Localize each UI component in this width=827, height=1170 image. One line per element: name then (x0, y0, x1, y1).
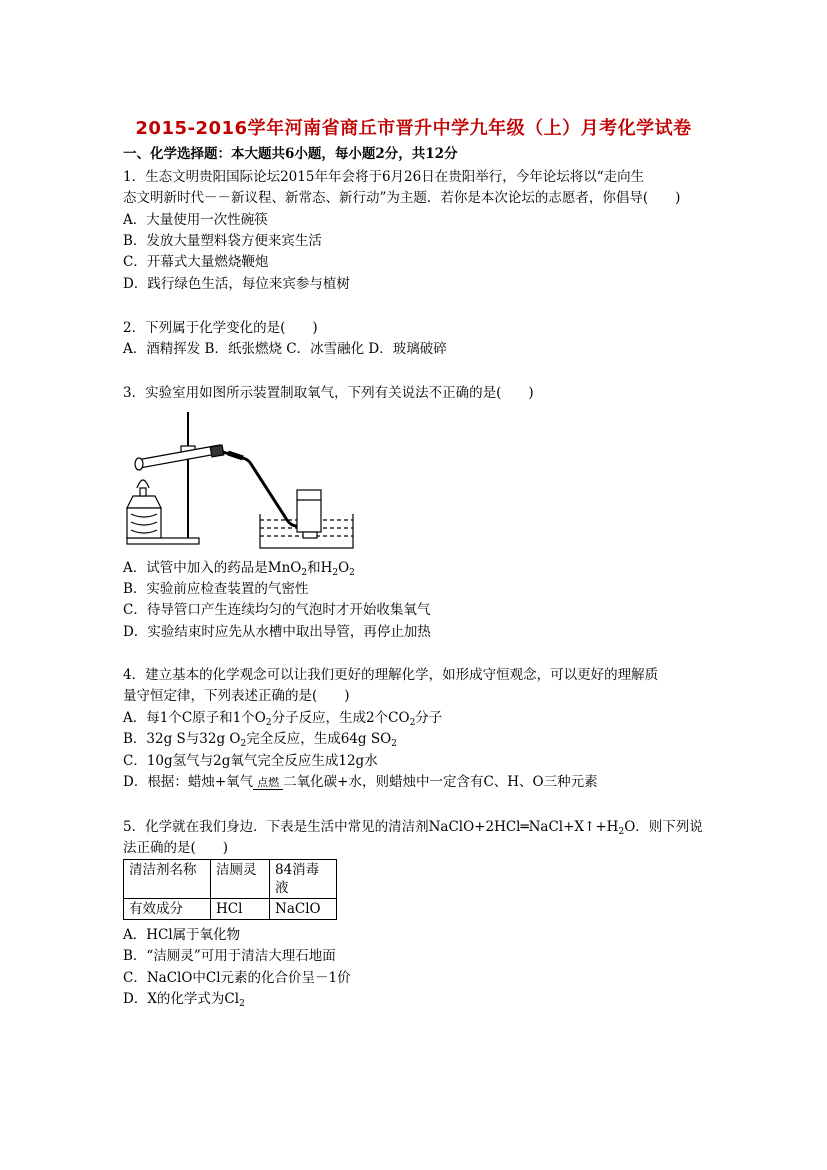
q3-stem: 3．实验室用如图所示装置制取氧气，下列有关说法不正确的是( ) (123, 385, 534, 401)
q3-option-b: B．实验前应检查装置的气密性 (123, 581, 309, 597)
q1-option-a: A．大量使用一次性碗筷 (123, 212, 268, 228)
q2-stem: 2．下列属于化学变化的是( ) (123, 320, 318, 336)
q1-stem-line2: 态文明新时代－－新议程、新常态、新行动”为主题．若你是本次论坛的志愿者，你倡导( ) (123, 190, 681, 206)
q4-stem-line2: 量守恒定律，下列表述正确的是( ) (123, 688, 350, 704)
table-cell: 清洁剂名称 (124, 860, 211, 899)
page-title: 2015-2016学年河南省商丘市晋升中学九年级（上）月考化学试卷 (135, 118, 692, 139)
table-row (124, 899, 337, 920)
table-cell: 有效成分 (124, 899, 211, 920)
reaction-arrow: 点燃 (253, 777, 283, 790)
q3-option-d: D．实验结束时应先从水槽中取出导管，再停止加热 (123, 624, 431, 640)
q4-option-c: C．10g氢气与2g氧气完全反应生成12g水 (123, 753, 378, 769)
q3-option-c: C．待导管口产生连续均匀的气泡时才开始收集氧气 (123, 602, 431, 618)
q2-options: A．酒精挥发 B．纸张燃烧 C．冰雪融化 D．玻璃破碎 (123, 341, 447, 357)
q4-option-b: B．32g S与32g $O_2$完全反应，生成64g $SO_2$ (123, 731, 397, 749)
table-row (124, 860, 337, 899)
q4-stem-line1: 4．建立基本的化学观念可以让我们更好的理解化学，如形成守恒观念，可以更好的理解质 (123, 667, 659, 683)
table-cell: HCl (211, 899, 270, 920)
q5-option-a: A．HCl属于氧化物 (123, 927, 241, 943)
q3-option-a: A．试管中加入的药品是MnO$_2$和$H_2O_2$ (123, 560, 355, 578)
q1-stem-line1: 1．生态文明贵阳国际论坛2015年年会将于6月26日在贵阳举行，今年论坛将以“走向生 (123, 169, 645, 185)
table-cell: 洁厕灵 (211, 860, 270, 899)
cleaner-table (123, 859, 337, 920)
table-cell: NaClO (270, 899, 337, 920)
table-cell: 84消毒液 (270, 860, 337, 899)
section-heading: 一、化学选择题：本大题共6小题，每小题2分，共12分 (123, 146, 458, 162)
lab-apparatus-figure (125, 408, 355, 550)
q5-stem-line1: 5．化学就在我们身边．下表是生活中常见的清洁剂$NaClO+2HCl═NaCl+X↑+H_2O$．则下列说 (123, 819, 703, 837)
q4-option-a: A．每1个C原子和1个$O_2$分子反应，生成2个$CO_2$分子 (123, 710, 443, 728)
q5-option-b: B．“洁厕灵”可用于清洁大理石地面 (123, 948, 336, 964)
q5-option-d: D．X的化学式为$Cl_2$ (123, 991, 245, 1009)
q5-stem-line2: 法正确的是( ) (123, 840, 229, 856)
q1-option-b: B．发放大量塑料袋方便来宾生活 (123, 233, 322, 249)
q1-option-c: C．开幕式大量燃烧鞭炮 (123, 254, 269, 270)
q5-option-c: C．NaClO中Cl元素的化合价呈－1价 (123, 970, 351, 986)
q4-option-d: D．根据：蜡烛+氧气 点燃 二氧化碳+水，则蜡烛中一定含有C、H、O三种元素 (123, 774, 598, 790)
q1-option-d: D．践行绿色生活，每位来宾参与植树 (123, 276, 350, 292)
